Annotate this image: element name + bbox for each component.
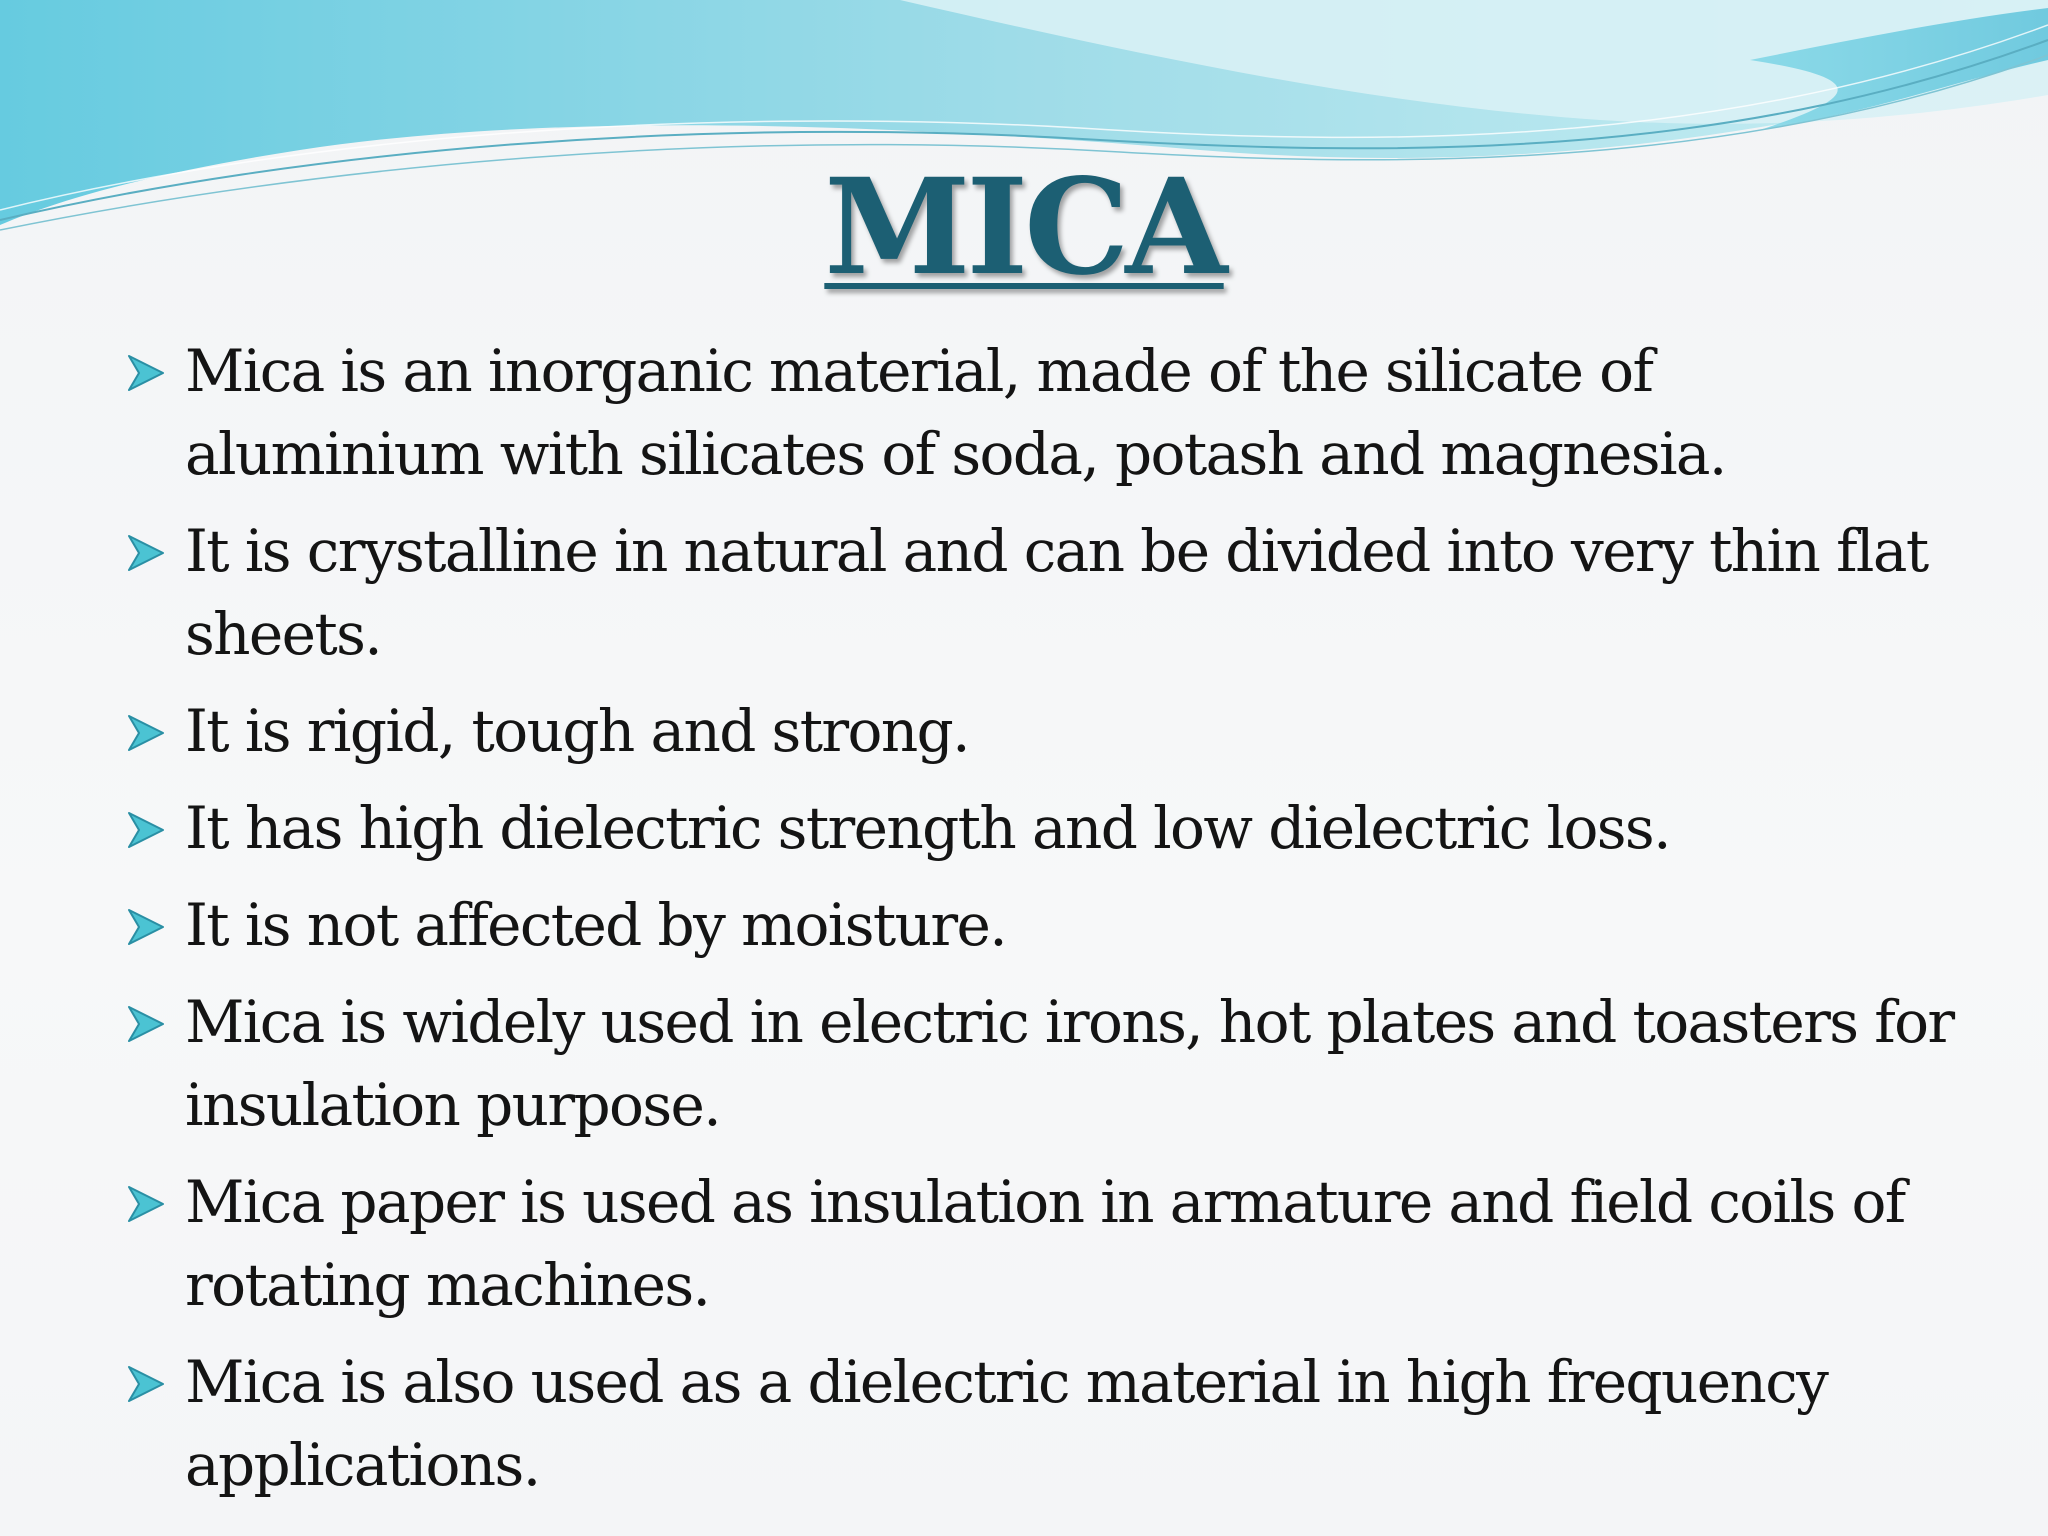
bullet-item [125, 1341, 1955, 1507]
bullet-text: It is rigid, tough and strong. [185, 697, 969, 765]
bullet-item [125, 787, 1955, 870]
bullet-text: Mica paper is used as insulation in armature and field coils of rotating machines. [185, 1168, 1905, 1319]
arrow-bullet-icon [125, 809, 167, 851]
arrow-bullet-icon [125, 352, 167, 394]
bullet-item [125, 690, 1955, 773]
bullet-item [125, 981, 1955, 1147]
arrow-bullet-icon [125, 1003, 167, 1045]
arrow-bullet-icon [125, 906, 167, 948]
bullet-text: It is not affected by moisture. [185, 891, 1007, 959]
bullet-text: It has high dielectric strength and low dielectric loss. [185, 794, 1670, 862]
bullet-text: It is crystalline in natural and can be divided into very thin flat sheets. [185, 517, 1928, 668]
bullet-list [125, 330, 1955, 1521]
bullet-item [125, 330, 1955, 496]
arrow-bullet-icon [125, 1183, 167, 1225]
bullet-item [125, 884, 1955, 967]
bullet-item [125, 1161, 1955, 1327]
bullet-text: Mica is also used as a dielectric material in high frequency applications. [185, 1348, 1828, 1499]
bullet-text: Mica is widely used in electric irons, hot plates and toasters for insulation purpose. [185, 988, 1954, 1139]
slide-title: MICA [824, 150, 1224, 305]
arrow-bullet-icon [125, 532, 167, 574]
bullet-item [125, 510, 1955, 676]
arrow-bullet-icon [125, 1363, 167, 1405]
arrow-bullet-icon [125, 712, 167, 754]
bullet-text: Mica is an inorganic material, made of the silicate of aluminium with silicates of soda, potash and magnesia. [185, 337, 1726, 488]
